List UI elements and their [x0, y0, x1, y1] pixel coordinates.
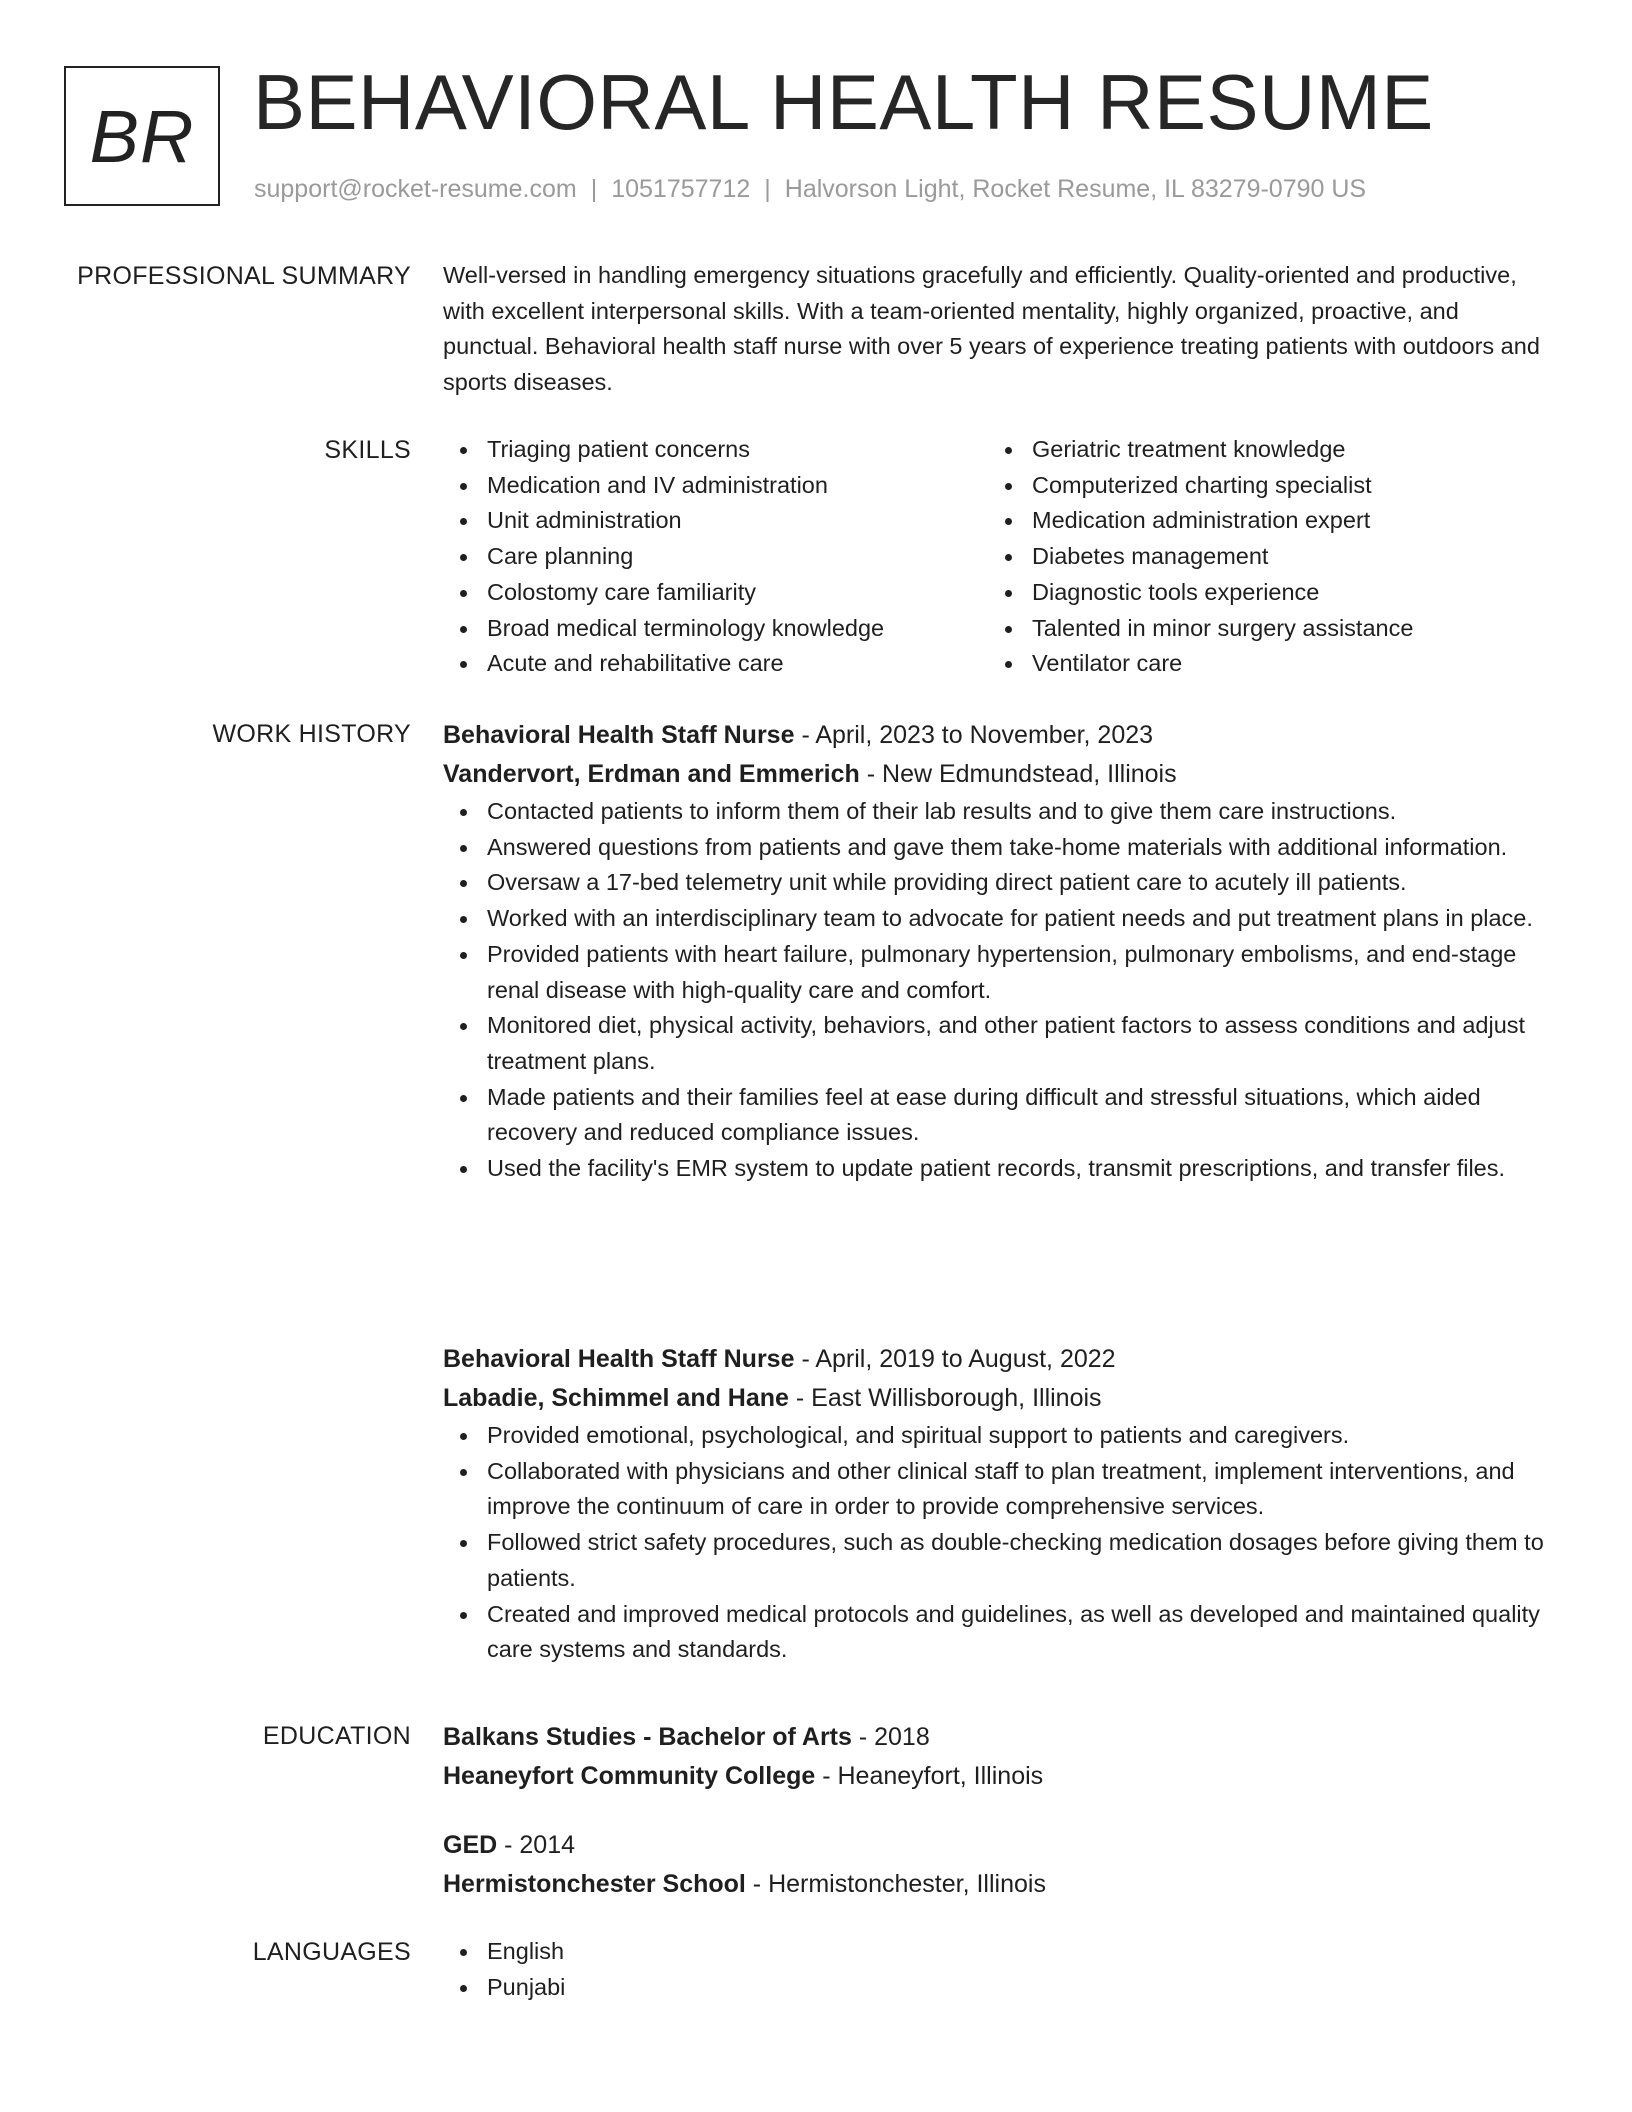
section-label-languages: LANGUAGES [252, 1938, 411, 1966]
skill-item: Broad medical terminology knowledge [443, 611, 988, 647]
job-entry [443, 716, 1553, 1187]
job-duty: Collaborated with physicians and other clinical staff to plan treatment, implement interventions, and improve the continuum of care in order to provide comprehensive services. [443, 1454, 1553, 1525]
job-dates: - April, 2019 to August, 2022 [794, 1345, 1116, 1373]
monogram-logo: BR [64, 66, 220, 206]
job-title: Behavioral Health Staff Nurse [443, 721, 795, 749]
job-company: Vandervort, Erdman and Emmerich [443, 760, 860, 788]
job-location: - New Edmundstead, Illinois [859, 760, 1177, 788]
section-label-summary: PROFESSIONAL SUMMARY [77, 262, 411, 290]
school: Heaneyfort Community College [443, 1762, 816, 1790]
school: Hermistonchester School [443, 1870, 746, 1898]
school-line [443, 1865, 1553, 1904]
school-location: - Hermistonchester, Illinois [745, 1870, 1046, 1898]
job-duty: Provided emotional, psychological, and spiritual support to patients and caregivers. [443, 1418, 1553, 1454]
language-item: Punjabi [443, 1970, 1553, 2006]
skill-item: Acute and rehabilitative care [443, 646, 988, 682]
job-dates: - April, 2023 to November, 2023 [794, 721, 1154, 749]
job-company-line [443, 755, 1553, 794]
contact-email[interactable]: support@rocket-resume.com [254, 175, 577, 203]
job-duty: Answered questions from patients and gave them take-home materials with additional information. [443, 830, 1553, 866]
job-duty: Oversaw a 17-bed telemetry unit while providing direct patient care to acutely ill patients. [443, 865, 1553, 901]
degree: Balkans Studies - Bachelor of Arts [443, 1723, 852, 1751]
skill-item: Diabetes management [988, 539, 1533, 575]
language-item: English [443, 1934, 1553, 1970]
school-line [443, 1757, 1553, 1796]
job-title-line [443, 716, 1553, 755]
section-label-work: WORK HISTORY [212, 720, 411, 748]
languages-list [443, 1934, 1553, 2005]
contact-separator: | [764, 175, 771, 203]
job-duty: Made patients and their families feel at ease during difficult and stressful situations, which aided recovery and reduced compliance issues. [443, 1080, 1553, 1151]
job-title-line [443, 1340, 1553, 1379]
job-duty: Worked with an interdisciplinary team to advocate for patient needs and put treatment plans in place. [443, 901, 1553, 937]
degree: GED [443, 1831, 498, 1859]
job-title: Behavioral Health Staff Nurse [443, 1345, 795, 1373]
job-duty: Created and improved medical protocols and guidelines, as well as developed and maintained quality care systems and standards. [443, 1597, 1553, 1668]
skill-item: Unit administration [443, 503, 988, 539]
skill-item: Medication and IV administration [443, 468, 988, 504]
job-duty: Followed strict safety procedures, such as double-checking medication dosages before giving them to patients. [443, 1525, 1553, 1596]
contact-line [254, 172, 1366, 206]
job-duties-list [443, 794, 1553, 1187]
section-label-skills: SKILLS [324, 436, 411, 464]
job-duty: Provided patients with heart failure, pulmonary hypertension, pulmonary embolisms, and end-stage renal disease with high-quality care and comfort. [443, 937, 1553, 1008]
section-label-education: EDUCATION [262, 1722, 411, 1750]
job-entry [443, 1340, 1553, 1668]
job-company-line [443, 1379, 1553, 1418]
degree-year: - 2014 [497, 1831, 576, 1859]
contact-phone[interactable]: 1051757712 [611, 175, 751, 203]
contact-separator: | [590, 175, 598, 203]
skill-item: Computerized charting specialist [988, 468, 1533, 504]
contact-address: Halvorson Light, Rocket Resume, IL 83279-0790 US [784, 175, 1367, 203]
skill-item: Geriatric treatment knowledge [988, 432, 1533, 468]
education-entry [443, 1718, 1553, 1796]
degree-year: - 2018 [851, 1723, 930, 1751]
skills-list-right [988, 432, 1533, 682]
resume-title: BEHAVIORAL HEALTH RESUME [253, 58, 1434, 146]
degree-line [443, 1718, 1553, 1757]
skills-list-left [443, 432, 988, 682]
skill-item: Ventilator care [988, 646, 1533, 682]
skill-item: Medication administration expert [988, 503, 1533, 539]
education-entry [443, 1826, 1553, 1904]
skill-item: Talented in minor surgery assistance [988, 611, 1533, 647]
job-duty: Contacted patients to inform them of their lab results and to give them care instructions. [443, 794, 1553, 830]
job-duty: Used the facility's EMR system to update patient records, transmit prescriptions, and transfer files. [443, 1151, 1553, 1187]
skill-item: Care planning [443, 539, 988, 575]
skill-item: Diagnostic tools experience [988, 575, 1533, 611]
school-location: - Heaneyfort, Illinois [815, 1762, 1044, 1790]
job-duty: Monitored diet, physical activity, behaviors, and other patient factors to assess conditions and adjust treatment plans. [443, 1008, 1553, 1079]
skill-item: Colostomy care familiarity [443, 575, 988, 611]
job-company: Labadie, Schimmel and Hane [443, 1384, 789, 1412]
job-duties-list [443, 1418, 1553, 1668]
degree-line [443, 1826, 1553, 1865]
job-location: - East Willisborough, Illinois [788, 1384, 1102, 1412]
summary-text: Well-versed in handling emergency situations gracefully and efficiently. Quality-oriented and productive, with excellent interpersonal skills. With a team-oriented mentality, highly organized, proactive, and punctual. Behavioral health staff nurse with over 5 years of experience treating patients with outdoors and sports diseases. [443, 262, 1540, 396]
skill-item: Triaging patient concerns [443, 432, 988, 468]
